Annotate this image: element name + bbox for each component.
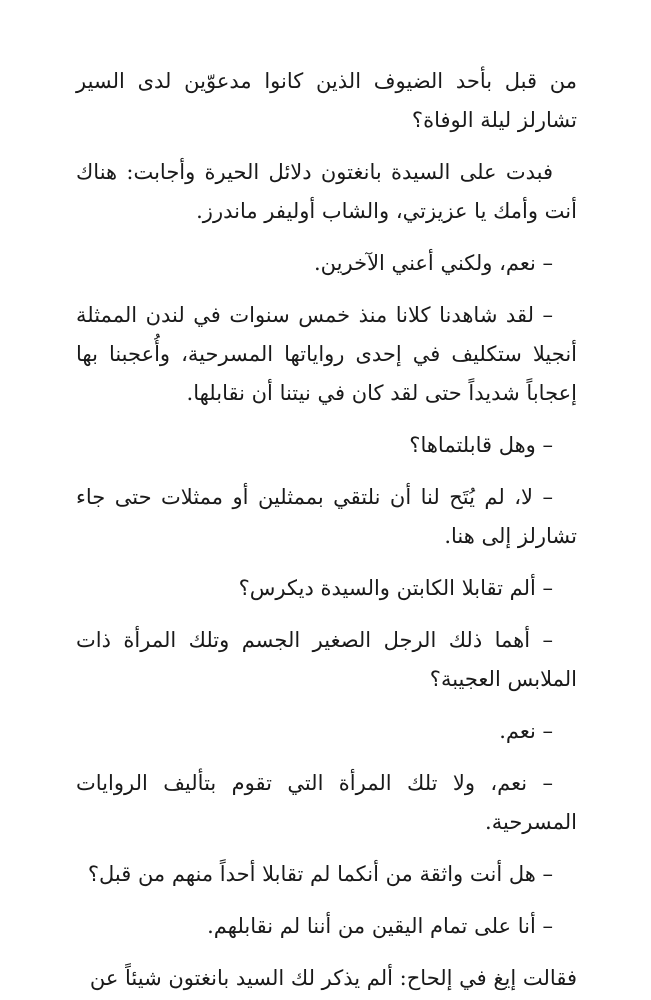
paragraph-13: فقالت إيغ في إلحاح: ألم يذكر لك السيد بانغتون شيئاً عن <box>89 966 577 990</box>
page-text <box>76 62 577 1000</box>
paragraph-3: – نعم، ولكني أعني الآخرين. <box>314 251 553 275</box>
paragraph-10: – نعم، ولا تلك المرأة التي تقوم بتأليف الروايات المسرحية. <box>76 771 577 834</box>
paragraph-2: فبدت على السيدة بانغتون دلائل الحيرة وأجابت: هناك أنت وأمك يا عزيزتي، والشاب أوليفر ماندرز. <box>76 160 577 223</box>
paragraph-1: من قبل بأحد الضيوف الذين كانوا مدعوّين لدى السير تشارلز ليلة الوفاة؟ <box>76 69 577 132</box>
paragraph-5: – وهل قابلتماها؟ <box>409 433 553 457</box>
paragraph-12: – أنا على تمام اليقين من أننا لم نقابلهم. <box>207 914 553 938</box>
paragraph-7: – ألم تقابلا الكابتن والسيدة ديكرس؟ <box>238 576 553 600</box>
paragraph-8: – أهما ذلك الرجل الصغير الجسم وتلك المرأة ذات الملابس العجيبة؟ <box>76 628 577 691</box>
paragraph-4: – لقد شاهدنا كلانا منذ خمس سنوات في لندن الممثلة أنجيلا ستكليف في إحدى رواياتها المسرحية، وأُعجبنا بها إعجاباً شديداً حتى لقد كان في نيتنا أن نقابلها. <box>76 303 577 405</box>
paragraph-9: – نعم. <box>499 719 553 743</box>
paragraph-11: – هل أنت واثقة من أنكما لم تقابلا أحداً منهم من قبل؟ <box>87 862 553 886</box>
paragraph-6: – لا، لم يُتَح لنا أن نلتقي بممثلين أو ممثلات حتى جاء تشارلز إلى هنا. <box>76 485 577 548</box>
